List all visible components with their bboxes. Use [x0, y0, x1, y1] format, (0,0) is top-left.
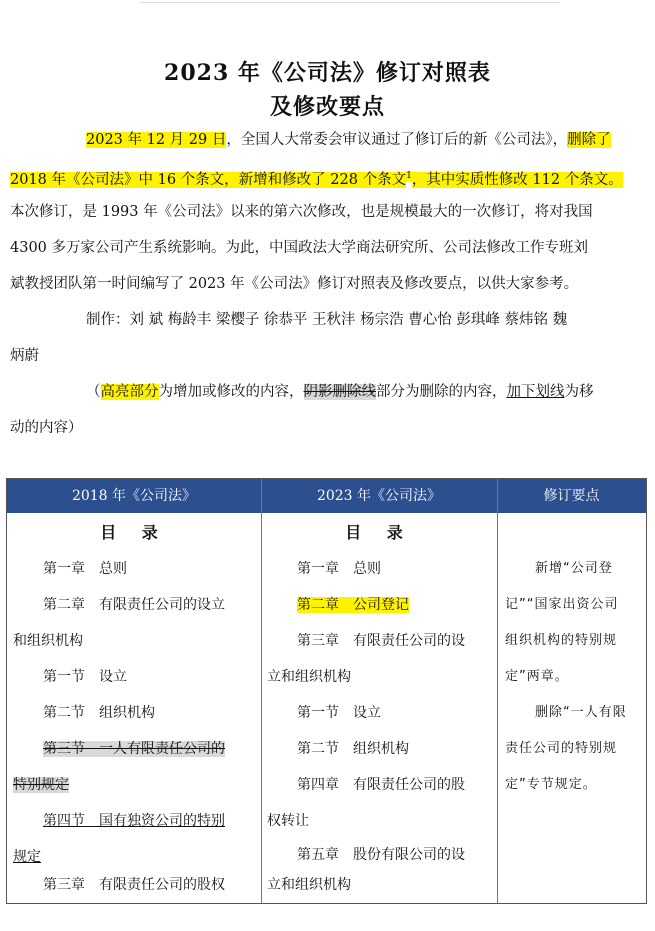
col2-chapter-3b: 立和组织机构 [267, 669, 351, 685]
col2-chapter-5a: 第五章 股份有限公司的设 [297, 847, 465, 863]
intro-line-1 [10, 122, 646, 158]
col3-line-6: 责任公司的特别规 [505, 741, 618, 756]
col1-section-3b: 特别规定 [13, 777, 69, 793]
legend-text-2: 部分为删除的内容， [376, 384, 507, 400]
intro-line-3: 本次修订，是 1993 年《公司法》以来的第六次修改，也是规模最大的一次修订，将对我国 [10, 204, 593, 220]
col1-chapter-1: 第一章 总则 [43, 561, 127, 577]
legend-highlight: 高亮部分 [100, 384, 159, 400]
col1-section-1: 第一节 设立 [43, 669, 127, 685]
col3-line-7: 定”专节规定。 [505, 777, 597, 792]
intro-line-5: 斌教授团队第一时间编写了 2023 年《公司法》修订对照表及修改要点，以供大家参考。 [10, 276, 579, 292]
col2-chapter-1: 第一章 总则 [297, 561, 381, 577]
comparison-table [6, 478, 647, 904]
col1-chapter-3: 第三章 有限责任公司的股权 [43, 877, 225, 893]
intro-line-2 [10, 158, 646, 198]
intro-date: 2023 年 12 月 29 日 [86, 132, 227, 148]
col3-line-4: 定”两章。 [505, 669, 569, 684]
legend-underline: 加下划线 [506, 384, 565, 400]
col1-section-4a: 第四节 国有独资公司的特别 [43, 813, 225, 829]
col1-section-3a: 第三节 一人有限责任公司的 [43, 741, 225, 757]
intro-sentence-1: ，全国人大常委会审议通过了修订后的新《公司法》， [226, 132, 568, 148]
authors-line-2: 炳蔚 [10, 348, 39, 364]
intro-highlight-1: 删除了 [567, 132, 611, 148]
legend-text-1: 为增加或修改的内容， [158, 384, 304, 400]
legend-strike: 阴影删除线 [303, 384, 376, 400]
header-2023: 2023 年《公司法》 [316, 488, 442, 504]
legend-line-1 [10, 374, 646, 410]
col1-chapter-2b: 和组织机构 [13, 633, 83, 649]
page-subtitle: 及修改要点 [269, 94, 385, 120]
col1-chapter-2a: 第二章 有限责任公司的设立 [43, 597, 225, 613]
table-header [7, 479, 646, 513]
column-divider-2 [497, 479, 498, 903]
page-title: 2023 年《公司法》修订对照表 [164, 60, 491, 86]
legend-text-3: 为移 [564, 384, 594, 400]
col2-chapter-2: 第二章 公司登记 [297, 597, 409, 613]
col1-section-2: 第二节 组织机构 [43, 705, 155, 721]
col3-line-2: 记”“国家出资公司 [505, 597, 619, 612]
col2-section-2: 第二节 组织机构 [297, 741, 409, 757]
col1-mulu: 目 录 [100, 523, 168, 542]
col2-section-1: 第一节 设立 [297, 705, 381, 721]
col2-chapter-3a: 第三章 有限责任公司的设 [297, 633, 465, 649]
intro-line-4: 4300 多万家公司产生系统影响。为此，中国政法大学商法研究所、公司法修改工作专班刘 [10, 240, 589, 256]
col3-line-5: 删除“一人有限 [535, 705, 627, 720]
col2-chapter-4a: 第四章 有限责任公司的股 [297, 777, 465, 793]
col3-line-3: 组织机构的特别规 [505, 633, 618, 648]
col2-chapter-5b: 立和组织机构 [267, 877, 351, 893]
intro-highlight-2: 2018 年《公司法》中 16 个条文，新增和修改了 228 个条文 [10, 171, 407, 188]
col2-chapter-4b: 权转让 [267, 813, 309, 829]
col3-line-1: 新增“公司登 [535, 561, 613, 576]
legend-line-2: 动的内容） [10, 420, 83, 436]
header-2018: 2018 年《公司法》 [71, 488, 197, 504]
header-points: 修订要点 [543, 488, 600, 504]
footnote-mark: 1 [406, 171, 412, 181]
authors-line-1: 制作：刘 斌 梅龄丰 梁樱子 徐恭平 王秋沣 杨宗浩 曹心怡 彭琪峰 蔡炜铭 魏 [86, 312, 568, 328]
legend-open: （ [86, 384, 101, 400]
col2-mulu: 目 录 [345, 523, 413, 542]
intro-highlight-3: ，其中实质性修改 112 个条文。 [411, 171, 623, 188]
col1-section-4b: 规定 [13, 849, 41, 865]
top-rule [140, 2, 560, 3]
